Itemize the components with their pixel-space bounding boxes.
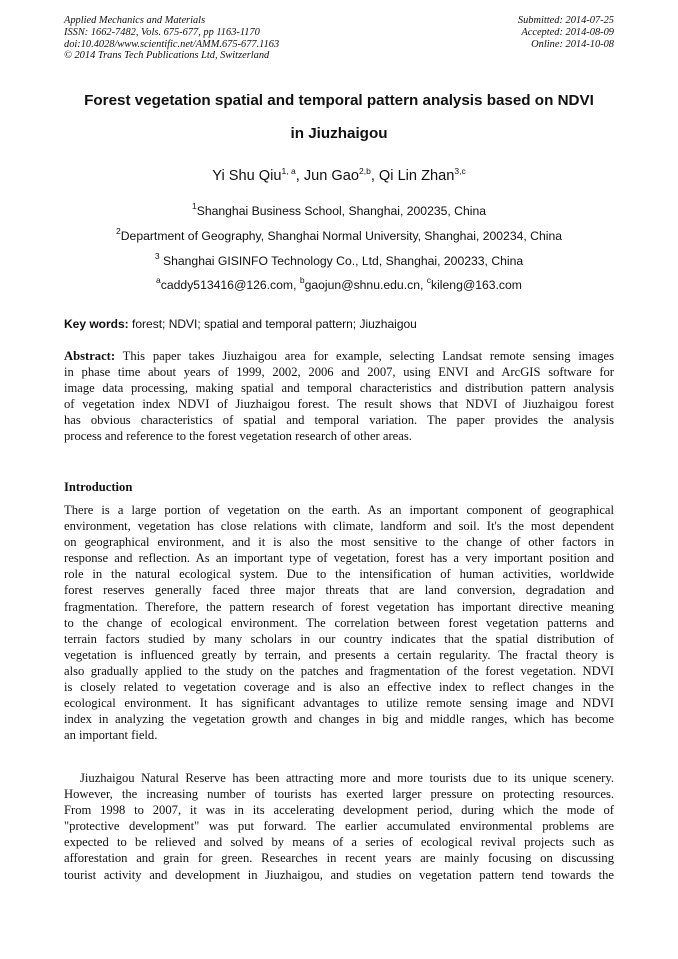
author-name: Yi Shu Qiu [212,168,282,184]
email-mark: c [426,275,431,285]
affiliation-text: Shanghai GISINFO Technology Co., Ltd, Shanghai, 200233, China [159,254,524,268]
email-address: kileng@163.com [431,278,522,292]
keywords [64,317,417,331]
body-line: However, the increasing number of tourists has exerted larger pressure on protecting resources. [64,787,614,802]
body-line: is closely related to vegetation coverage and is also an effective index to reflect changes in the [64,680,614,695]
body-line: terrain factors studied by many scholars in our country indicates that the spatial distribution of [64,631,614,646]
abstract-label: Abstract: [64,349,116,363]
journal-info [64,15,279,62]
online-date: Online: 2014-10-08 [531,38,614,50]
accepted-date: Accepted: 2014-08-09 [521,26,614,38]
affiliation-text: Shanghai Business School, Shanghai, 200235, China [196,204,487,218]
body-line: an important field. [64,728,158,743]
keywords-label: Key words: [64,317,129,331]
abstract-line: Abstract: This paper takes Jiuzhaigou area for example, selecting Landsat remote sensing images [64,349,614,363]
journal-copyright: © 2014 Trans Tech Publications Ltd, Switzerland [64,50,270,62]
submitted-date: Submitted: 2014-07-25 [517,15,614,26]
paper-title-line-2: in Jiuzhaigou [290,125,388,142]
abstract-line: process and reference to the forest vegetation research of other areas. [64,429,412,444]
email-address: caddy513416@126.com, [160,278,300,292]
body-line: environment, vegetation has close relations with climate, landform and soil. It's the most dependent [64,519,614,534]
affiliation-mark: 3 [154,251,160,261]
body-line: response and reflection. As an important type of vegetation, forest has a very important position and [64,551,614,566]
affiliation-1 [0,201,678,218]
affiliation-mark: 1 [191,201,197,211]
affiliation-text: Department of Geography, Shanghai Normal University, Shanghai, 200234, China [120,229,562,243]
author-list [0,168,678,184]
abstract [64,348,614,445]
body-line: index in analyzing the vegetation growth and changes in big and middle ranges, which has become [64,712,614,727]
body-line: There is a large portion of vegetation on the earth. As an important component of geographical [64,503,614,517]
body-line: tourist activity and development in Jiuzhaigou, and studies on vegetation pattern tend towards the [64,867,614,882]
body-line: expected to be relieved and solved by means of a series of ecological revival projects such as [64,835,614,850]
body-line: ecological environment. It has significant advantages to utilize remote sensing image and NDVI [64,696,614,711]
body-line: to the change of ecological environment. The correlation between forest vegetation patterns and [64,615,614,630]
body-line: vegetation is influenced greatly by terrain, and presents a certain regularity. The fractal theory is [64,647,614,662]
body-line: fragmentation. Therefore, the pattern research of forest vegetation has important directive meaning [64,599,614,614]
submission-dates [518,15,614,50]
introduction-paragraph-1 [64,502,614,743]
author-affiliation-mark: 3,c [454,166,466,176]
author-affiliation-mark: 2,b [358,166,371,176]
paper-title-line-1: Forest vegetation spatial and temporal pattern analysis based on NDVI [84,92,594,109]
body-line: afforestation and grain for green. Researches in recent years are mainly focusing on discussing [64,851,614,866]
email-mark: b [299,275,305,285]
body-line: on geographical environment, and it is also the most sensitive to the change of other factors in [64,535,614,550]
email-mark: a [156,275,161,285]
affiliation-mark: 2 [116,226,121,236]
body-line: role in the natural ecological system. Due to the intensification of human activities, worldwide [64,567,614,582]
author-separator: , [370,168,379,184]
author-separator: , [295,168,304,184]
body-line: also gradually applied to the study on the patches and fragmentation of the forest vegetation. NDVI [64,663,614,678]
author-name: Jun Gao [303,168,359,184]
abstract-line: has obvious characteristics of spatial and temporal variation. The paper provides the analysis [64,413,614,428]
journal-issn: ISSN: 1662-7482, Vols. 675-677, pp 1163-1170 [64,26,260,38]
abstract-line: in phase time about years of 1999, 2002, 2006 and 2007, using ENVI and ArcGIS software for [64,365,614,380]
body-line: "protective development" was put forward. The earlier accumulated environmental problems are [64,819,614,834]
section-heading-introduction: Introduction [64,480,133,494]
introduction-paragraph-2 [64,770,614,883]
affiliation-2 [0,226,678,243]
author-affiliation-mark: 1, a [281,166,296,176]
email-address: gaojun@shnu.edu.cn, [304,278,427,292]
body-line: From 1998 to 2007, it was in its accelerating development period, during which the mode of [64,803,614,818]
journal-name: Applied Mechanics and Materials [64,15,206,26]
author-name: Qi Lin Zhan [378,168,455,184]
journal-doi: doi:10.4028/www.scientific.net/AMM.675-677.1163 [64,38,280,50]
abstract-line: of vegetation index NDVI of Jiuzhaigou forest. The result shows that NDVI of Jiuzhaigou forest [64,397,614,412]
body-line: Jiuzhaigou Natural Reserve has been attracting more and more tourists due to its unique scenery. [80,771,614,785]
affiliation-3 [0,251,678,268]
author-emails [0,275,678,292]
abstract-line: image data processing, making spatial and temporal characteristics and distribution pattern analysis [64,381,614,396]
keywords-text: forest; NDVI; spatial and temporal pattern; Jiuzhaigou [128,317,417,331]
body-line: forest reserves generally faced three major threats that are land conversion, degradation and [64,583,614,598]
